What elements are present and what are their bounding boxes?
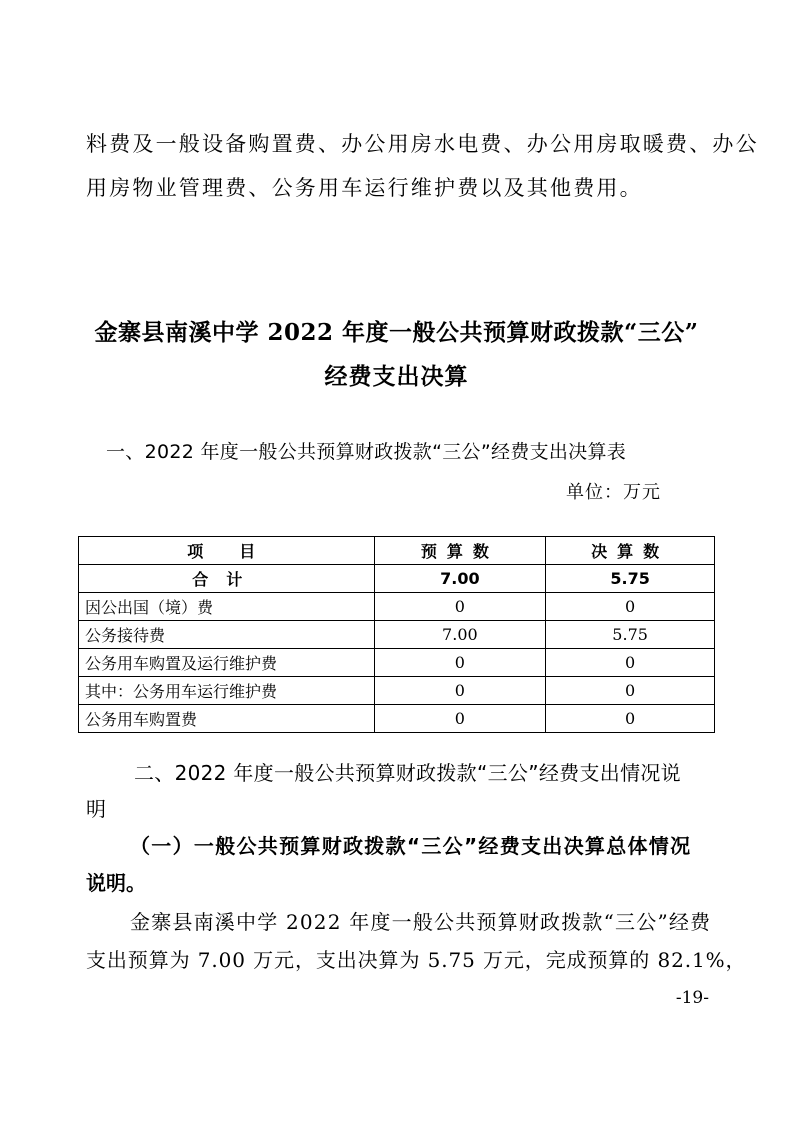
body-line-2: 支出预算为 7.00 万元，支出决算为 5.75 万元，完成预算的 82.1%， <box>86 948 747 972</box>
body-line-1: 金寨县南溪中学 2022 年度一般公共预算财政拨款“三公”经费 <box>130 910 712 934</box>
row-budget: 7.00 <box>374 621 546 649</box>
table-row <box>79 677 715 705</box>
row-actual: 0 <box>546 677 715 705</box>
table-row <box>79 593 715 621</box>
document-title-line-2: 经费支出决算 <box>324 363 469 390</box>
table-total-row <box>79 565 715 593</box>
subsection-1-heading-line-1: （一）一般公共预算财政拨款“三公”经费支出决算总体情况 <box>130 834 692 858</box>
intro-line-1: 料费及一般设备购置费、办公用房水电费、办公用房取暖费、办公 <box>86 132 759 156</box>
row-actual: 0 <box>546 593 715 621</box>
intro-line-2: 用房物业管理费、公务用车运行维护费以及其他费用。 <box>86 176 643 200</box>
table-row <box>79 621 715 649</box>
row-budget: 0 <box>374 677 546 705</box>
section-1-heading: 一、2022 年度一般公共预算财政拨款“三公”经费支出决算表 <box>106 441 627 463</box>
unit-label: 单位：万元 <box>566 482 661 503</box>
total-budget: 7.00 <box>374 565 546 593</box>
row-label: 公务用车购置及运行维护费 <box>79 649 375 677</box>
row-label: 公务用车购置费 <box>79 705 375 733</box>
page-number: -19- <box>675 988 709 1008</box>
expense-table <box>78 536 715 733</box>
section-2-heading-line-1: 二、2022 年度一般公共预算财政拨款“三公”经费支出情况说 <box>134 761 681 785</box>
row-budget: 0 <box>374 705 546 733</box>
table-row <box>79 649 715 677</box>
row-label: 其中：公务用车运行维护费 <box>79 677 375 705</box>
subsection-1-heading-line-2: 说明。 <box>86 871 146 895</box>
row-actual: 0 <box>546 649 715 677</box>
table-row <box>79 705 715 733</box>
total-actual: 5.75 <box>546 565 715 593</box>
row-label: 因公出国（境）费 <box>79 593 375 621</box>
total-label: 合计 <box>79 565 375 593</box>
document-title-line-1: 金寨县南溪中学 2022 年度一般公共预算财政拨款“三公” <box>94 319 699 346</box>
header-budget: 预算数 <box>374 537 546 565</box>
header-actual: 决算数 <box>546 537 715 565</box>
row-actual: 0 <box>546 705 715 733</box>
row-label: 公务接待费 <box>79 621 375 649</box>
header-item: 项 目 <box>79 537 375 565</box>
row-budget: 0 <box>374 593 546 621</box>
row-actual: 5.75 <box>546 621 715 649</box>
section-2-heading-line-2: 明 <box>86 797 106 821</box>
table-header-row <box>79 537 715 565</box>
row-budget: 0 <box>374 649 546 677</box>
